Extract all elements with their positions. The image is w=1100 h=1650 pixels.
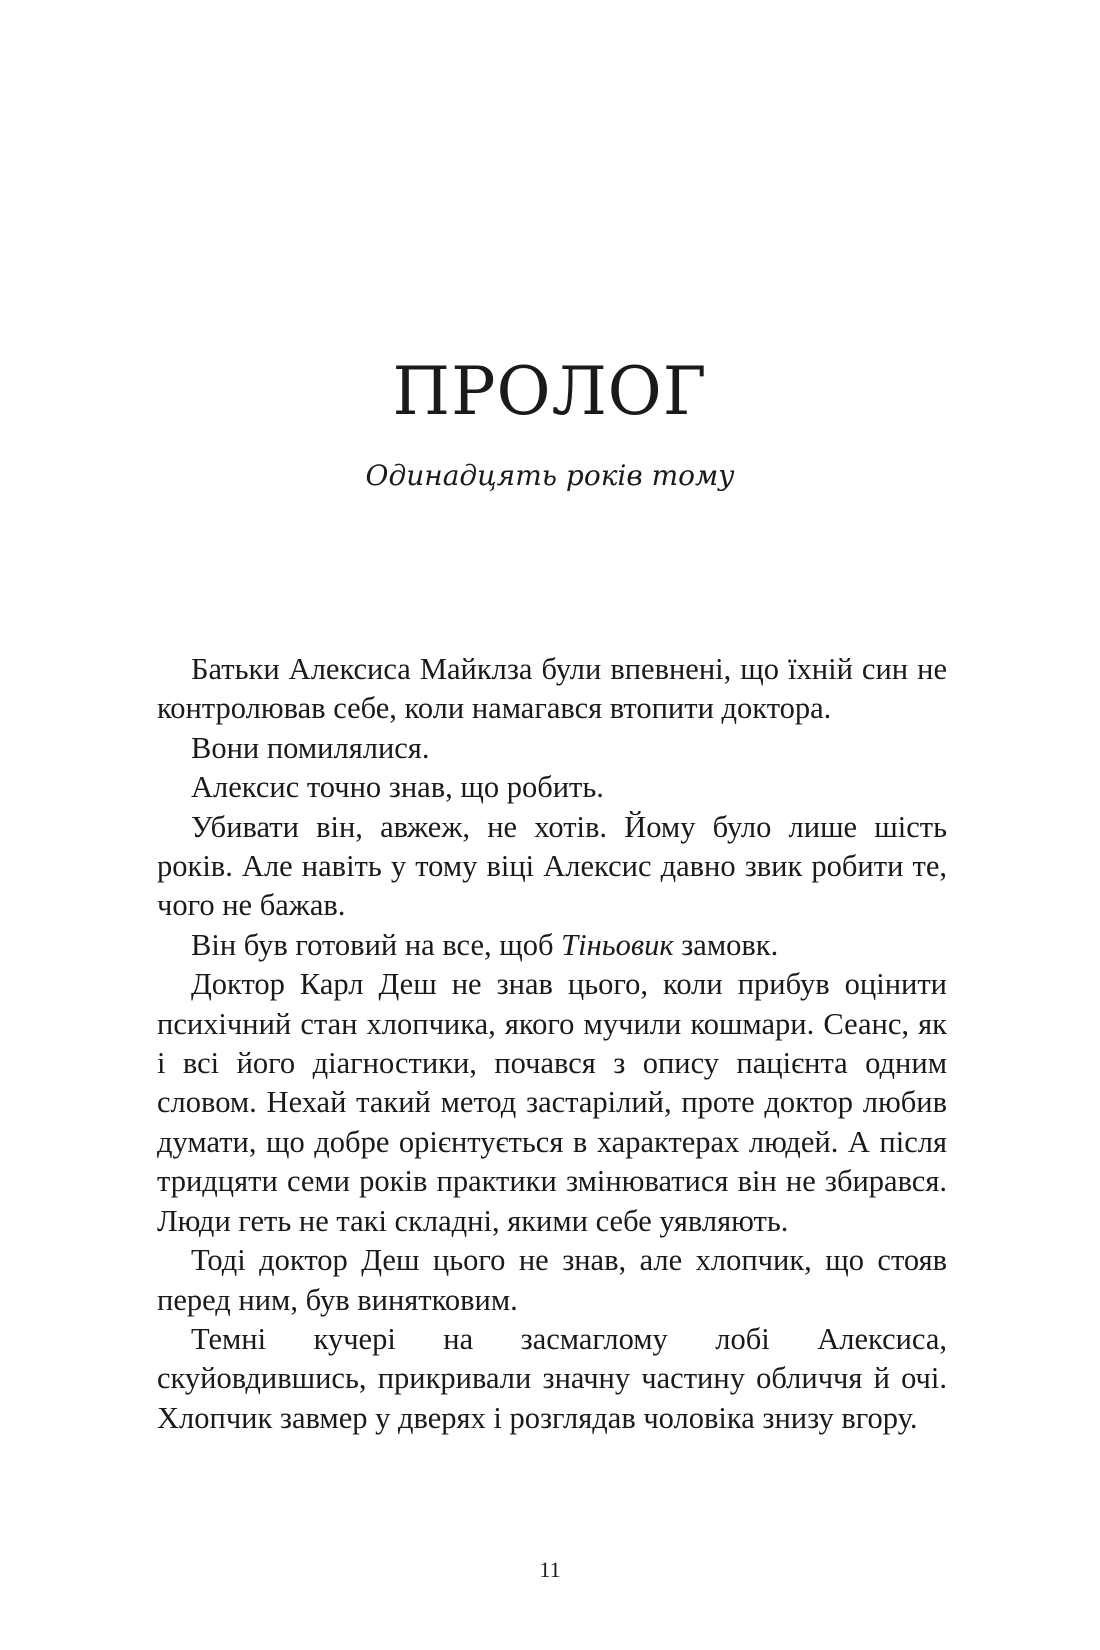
chapter-title: ПРОЛОГ — [392, 353, 708, 430]
paragraph: Батьки Алексиса Майклза були впевнені, що їхній син не контролював себе, коли намагався втопити доктора. — [157, 652, 947, 726]
paragraph: Убивати він, авжеж, не хотів. Йому було лише шість років. Але навіть у тому віці Алексис давно звик робити те, чого не бажав. — [157, 809, 947, 923]
italic-name: Тіньовик — [561, 927, 674, 962]
paragraph: Алексис точно знав, що робить. — [191, 770, 604, 805]
paragraph: Тоді доктор Деш цього не знав, але хлопчик, що стояв перед ним, був винятковим. — [157, 1243, 947, 1317]
paragraph-text-end: замовк. — [673, 927, 779, 962]
paragraph-text-start: Він був готовий на все, щоб — [191, 927, 562, 962]
chapter-subtitle: Одинадцять років тому — [365, 459, 735, 492]
paragraph: Темні кучері на засмаглому лобі Алексиса, скуйовдившись, прикривали значну частину обличчя й очі. Хлопчик завмер у дверях і розглядав чоловіка знизу вгору. — [157, 1321, 947, 1435]
paragraph — [157, 926, 947, 965]
paragraph: Вони помилялися. — [191, 730, 430, 765]
body-text — [157, 650, 947, 1438]
paragraph: Доктор Карл Деш не знав цього, коли прибув оцінити психічний стан хлопчика, якого мучили кошмари. Сеанс, як і всі його діагностики, почався з опису пацієнта одним словом. Нехай такий метод застарілий, проте доктор любив думати, що добре орієнтується в характерах людей. А після тридцяти семи років практики змінюватися він не збирався. Люди геть не такі складні, якими себе уявляють. — [157, 967, 947, 1238]
page-number: 11 — [539, 1557, 561, 1582]
